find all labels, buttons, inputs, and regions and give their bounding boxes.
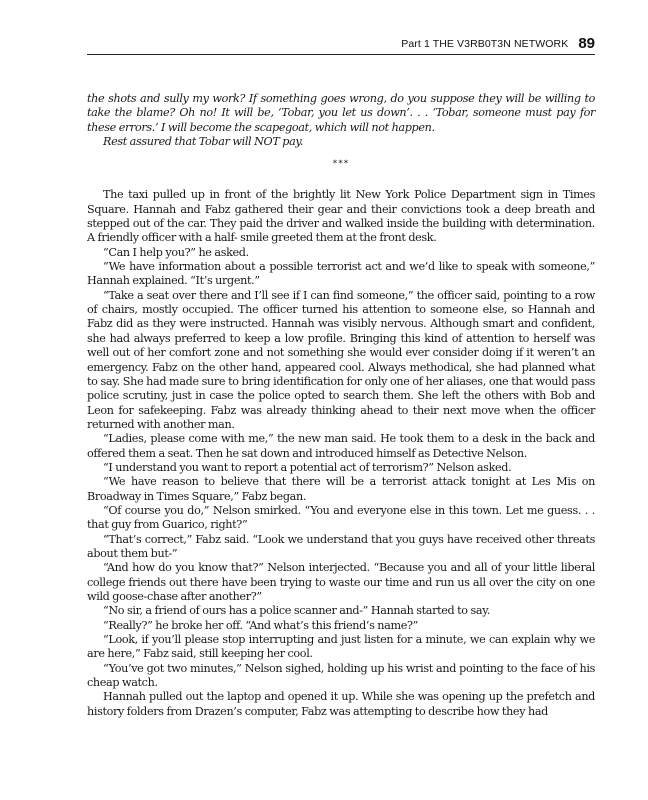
- paragraph: “Really?” he broke her off. “And what’s this friend’s name?”: [103, 618, 419, 632]
- page-body: [87, 92, 595, 719]
- italic-paragraph: Rest assured that Tobar will NOT pay.: [103, 135, 304, 149]
- paragraph: “You’ve got two minutes,” Nelson sighed, holding up his wrist and pointing to the face of his cheap watch.: [87, 661, 595, 690]
- paragraph: “We have reason to believe that there will be a terrorist attack tonight at Les Mis on Broadway in Times Square,” Fabz began.: [87, 475, 595, 503]
- paragraph: “Look, if you’ll please stop interrupting and just listen for a minute, we can explain why we are here,” Fabz said, still keeping her cool.: [87, 633, 595, 661]
- paragraph: “We have information about a possible terrorist act and we’d like to speak with someone,” Hannah explained. “It’s urgent.”: [87, 260, 595, 288]
- paragraph: “No sir, a friend of ours has a police scanner and-” Hannah started to say.: [103, 604, 490, 618]
- section-separator: ***: [332, 159, 350, 170]
- paragraph: “Ladies, please come with me,” the new man said. He took them to a desk in the back and offered them a seat. Then he sat down and introduced himself as Detective Nelson.: [87, 432, 595, 460]
- paragraph: “Take a seat over there and I’ll see if I can find someone,” the officer said, pointing to a row of chairs, mostly occupied. The officer turned his attention to someone else, so Hannah and Fabz did as they were instructed. Hannah was visibly nervous. Although smart and confident, she had always preferred to keep a low profile. Bringing this kind of attention to herself was well out of her comfort zone and not something she would ever consider doing if it weren’t an emergency. Fabz on the other hand, appeared cool. Always methodical, she had planned what to say. She had made sure to bring identification for only one of her aliases, one that would pass police scrutiny, just in case the police opted to search them. She left the others with Bob and Leon for safekeeping. Fabz was already thinking ahead to their next move when the officer returned with another man.: [87, 288, 595, 431]
- paragraph: Hannah pulled out the laptop and opened it up. While she was opening up the prefetch and history folders from Drazen’s computer, Fabz was attempting to describe how they had: [87, 690, 595, 718]
- part-title: Part 1 THE V3RB0T3N NETWORK: [401, 38, 569, 50]
- paragraph: “And how do you know that?” Nelson interjected. “Because you and all of your little liberal college friends out there have been trying to waste our time and run us all over the city on one wild goose-chase after another?”: [87, 561, 595, 603]
- paragraph: “I understand you want to report a potential act of terrorism?” Nelson asked.: [103, 460, 512, 474]
- paragraph: “That’s correct,” Fabz said. “Look we understand that you guys have received other threats about them but-”: [87, 532, 595, 560]
- italic-paragraph: the shots and sully my work? If something goes wrong, do you suppose they will be willing to take the blame? Oh no! It will be, ‘Tobar, you let us down’. . . ‘Tobar, someone must pay for these errors.’ I will become the scapegoat, which will not happen.: [87, 92, 595, 134]
- paragraph: “Can I help you?” he asked.: [103, 245, 249, 259]
- paragraph: “Of course you do,” Nelson smirked. “You and everyone else in this town. Let me guess. . . that guy from Guarico, right?”: [87, 503, 595, 532]
- running-header: [87, 32, 595, 55]
- page-number: 89: [578, 35, 595, 52]
- paragraph: The taxi pulled up in front of the brightly lit New York Police Department sign in Times Square. Hannah and Fabz gathered their gear and their convictions took a deep breath and stepped out of the car. They paid the driver and walked inside the building with determination. A friendly officer with a half- smile greeted them at the front desk.: [87, 188, 595, 245]
